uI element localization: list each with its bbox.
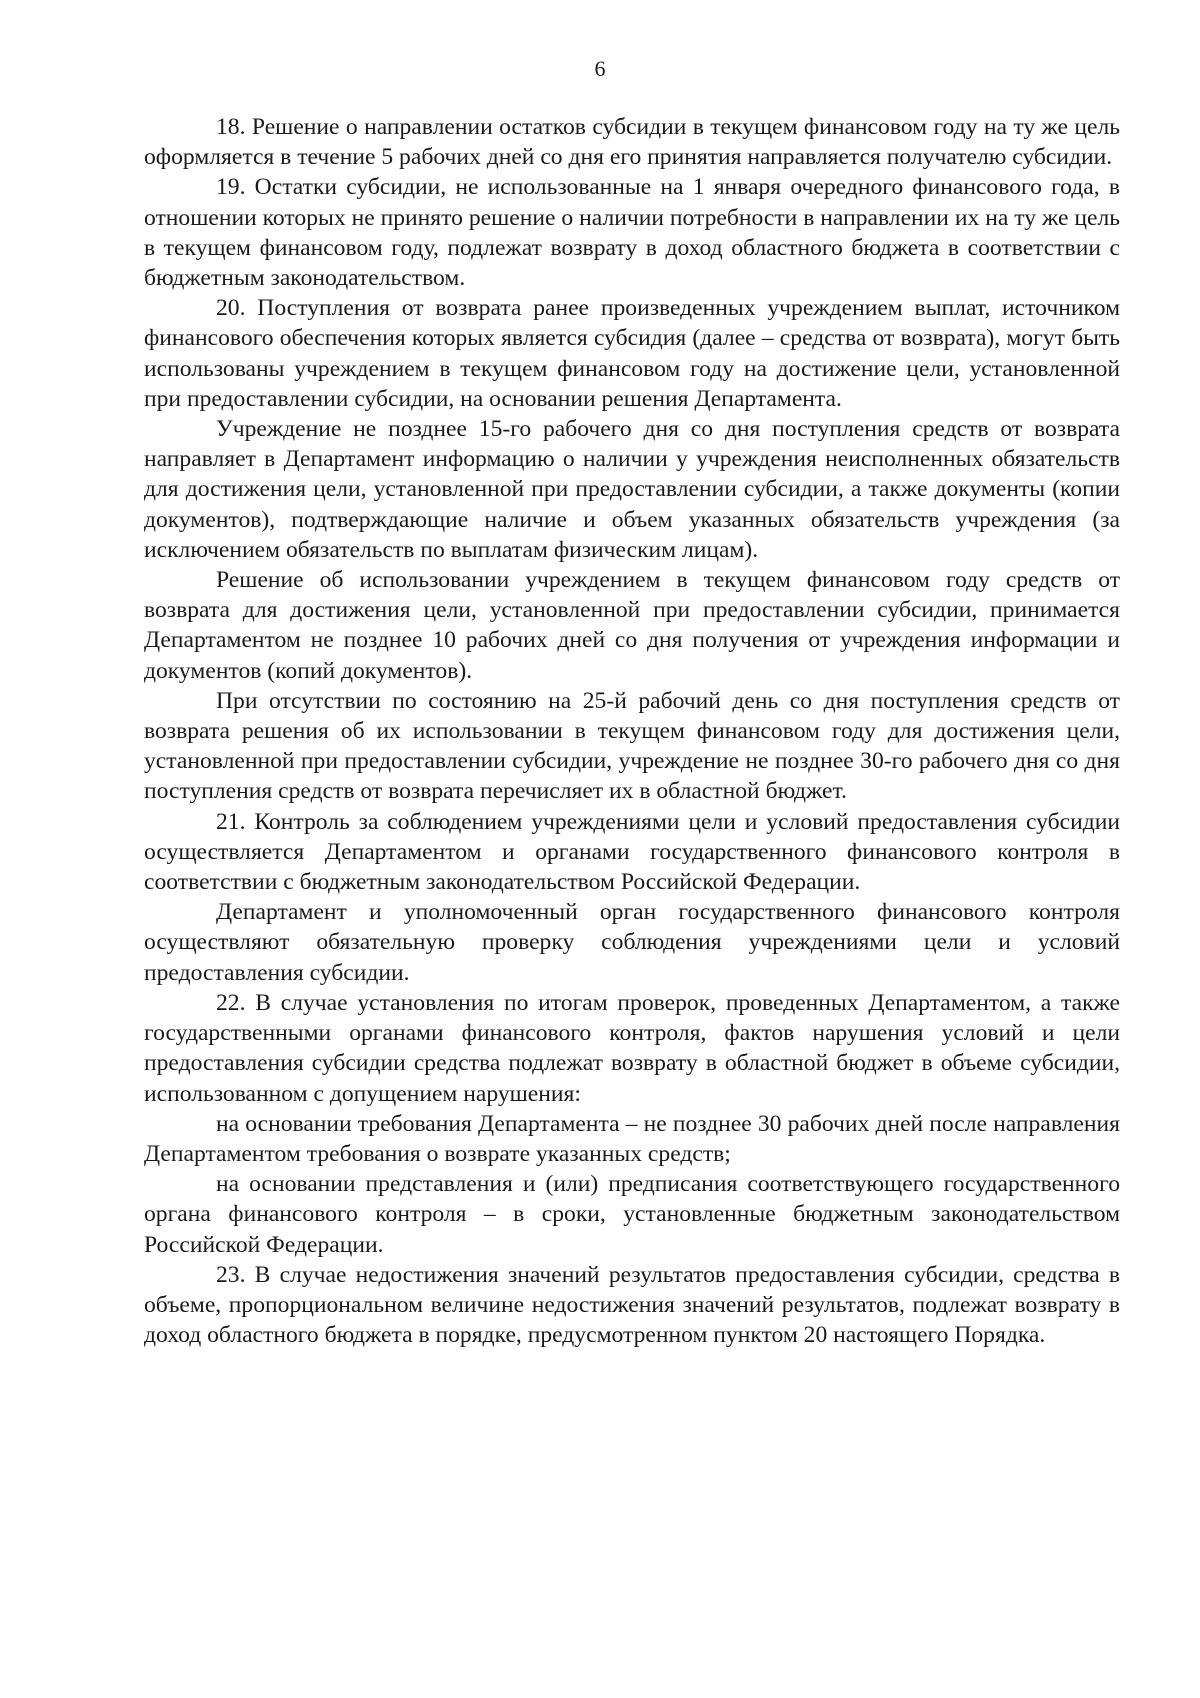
paragraph-22-department-requirement: на основании требования Департамента – не позднее 30 рабочих дней после направления Департаментом требования о возврате указанных средств; (144, 1110, 1120, 1167)
paragraph-23: 23. В случае недостижения значений результатов предоставления субсидии, средства в объеме, пропорциональном величине недостижения значений результатов, подлежат возврату в доход областного бюджета в порядке, предусмотренном пунктом 20 настоящего Порядка. (144, 1261, 1120, 1349)
document-body (144, 112, 1120, 1350)
paragraph-20-decision: Решение об использовании учреждением в текущем финансовом году средств от возврата для достижения цели, установленной при предоставлении субсидии, принимается Департаментом не позднее 10 рабочих дней со дня получения от учреждения информации и документов (копий документов). (144, 567, 1120, 684)
paragraph-18: 18. Решение о направлении остатков субсидии в текущем финансовом году на ту же цель оформляется в течение 5 рабочих дней со дня его принятия направляется получателю субсидии. (144, 114, 1120, 171)
paragraph-19: 19. Остатки субсидии, не использованные на 1 января очередного финансового года, в отношении которых не принято решение о наличии потребности в направлении их на ту же цель в текущем финансовом году, подлежат возврату в доход областного бюджета в соответствии с бюджетным законодательством. (144, 174, 1120, 292)
paragraph-21: 21. Контроль за соблюдением учреждениями цели и условий предоставления субсидии осуществляется Департаментом и органами государственного финансового контроля в соответствии с бюджетным законодательством Российской Федерации. (144, 808, 1120, 896)
paragraph-22-control-body-order: на основании представления и (или) предписания соответствующего государственного органа финансового контроля – в сроки, установленные бюджетным законодательством Российской Федерации. (144, 1171, 1120, 1258)
paragraph-20-return-to-budget: При отсутствии по состоянию на 25-й рабочий день со дня поступления средств от возврата решения об их использовании в текущем финансовом году для достижения цели, установленной при предоставлении субсидии, учреждение не позднее 30-го рабочего дня со дня поступления средств от возврата перечисляет их в областной бюджет. (144, 687, 1120, 805)
paragraph-20-report-deadline: Учреждение не позднее 15-го рабочего дня со дня поступления средств от возврата направляет в Департамент информацию о наличии у учреждения неисполненных обязательств для достижения цели, установленной при предоставлении субсидии, а также документы (копии документов), подтверждающие наличие и объем указанных обязательств учреждения (за исключением обязательств по выплатам физическим лицам). (144, 416, 1120, 563)
paragraph-22: 22. В случае установления по итогам проверок, проведенных Департаментом, а также государственными органами финансового контроля, фактов нарушения условий и цели предоставления субсидии средства подлежат возврату в областной бюджет в объеме субсидии, использованном с допущением нарушения: (144, 989, 1120, 1107)
page-number: 6 (594, 56, 606, 81)
paragraph-20: 20. Поступления от возврата ранее произведенных учреждением выплат, источником финансового обеспечения которых является субсидия (далее – средства от возврата), могут быть использованы учреждением в текущем финансовом году на достижение цели, установленной при предоставлении субсидии, на основании решения Департамента. (144, 295, 1120, 412)
paragraph-21-inspection: Департамент и уполномоченный орган государственного финансового контроля осуществляют обязательную проверку соблюдения учреждениями цели и условий предоставления субсидии. (144, 899, 1120, 986)
